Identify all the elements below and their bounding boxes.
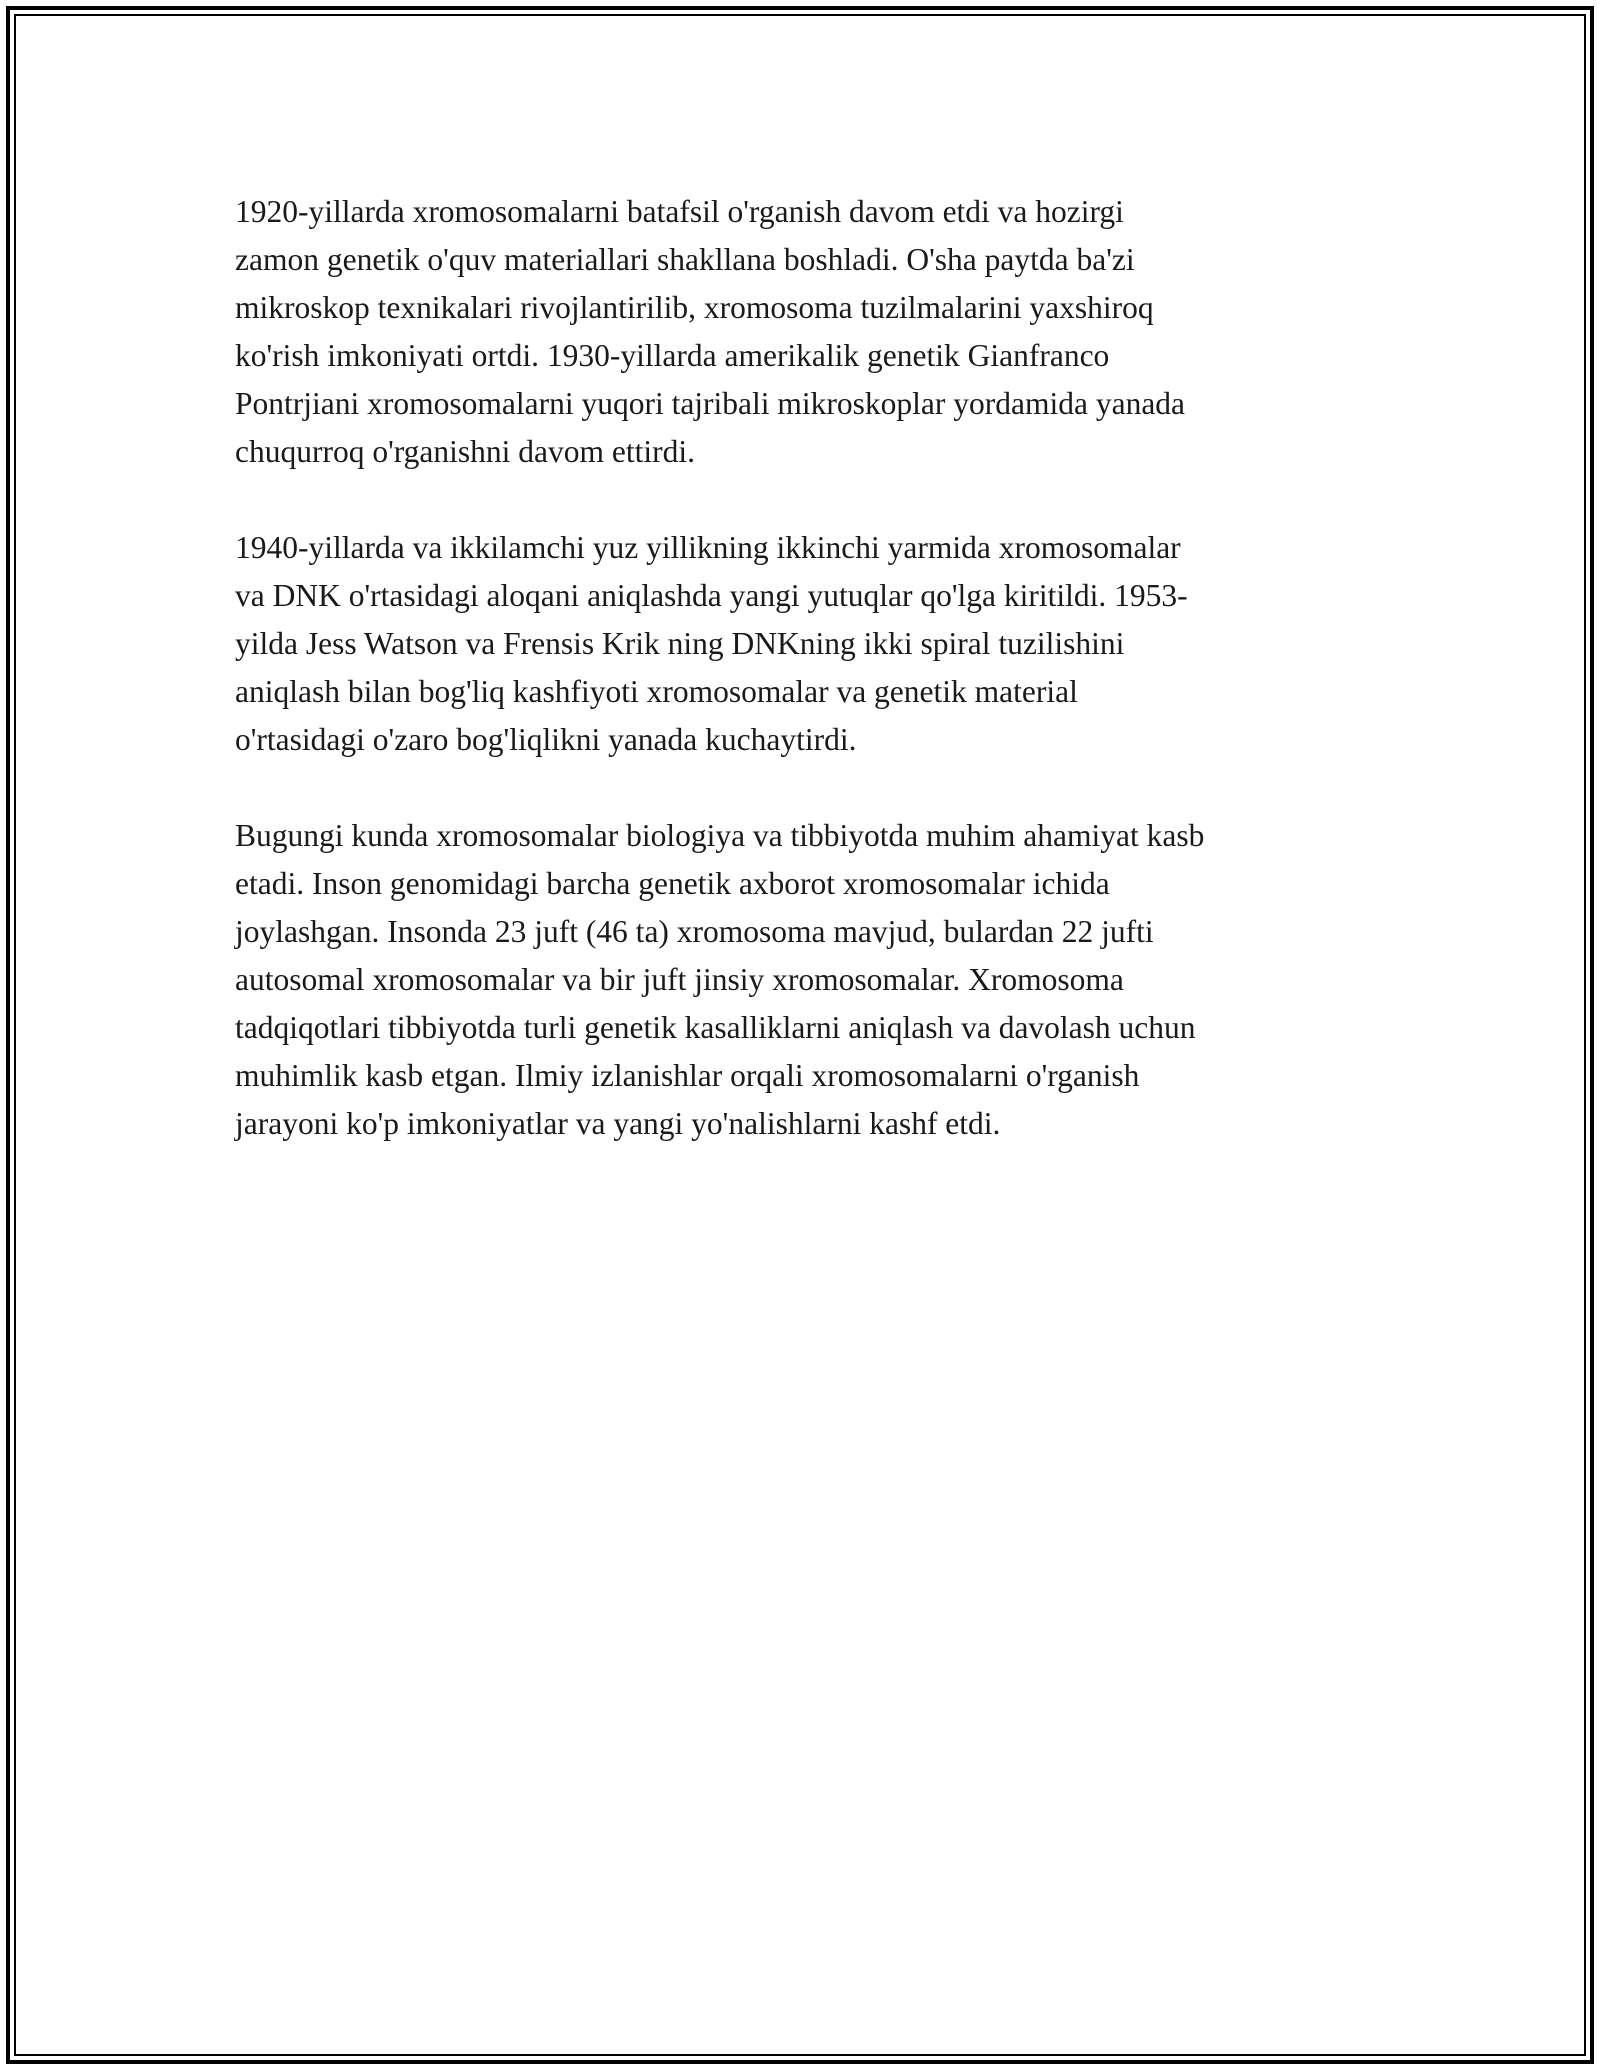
- paragraph-1: 1920-yillarda xromosomalarni batafsil o'rganish davom etdi va hozirgi zamon genetik o'quv materiallari shakllana boshladi. O'sha paytda ba'zi mikroskop texnikalari rivojlantirilib, xromosoma tuzilmalarini yaxshiroq ko'rish imkoniyati ortdi. 1930-yillarda amerikalik genetik Gianfranco Pontrjiani xromosomalarni yuqori tajribali mikroskoplar yordamida yanada chuqurroq o'rganishni davom ettirdi.: [235, 194, 1186, 469]
- paragraph-3: Bugungi kunda xromosomalar biologiya va tibbiyotda muhim ahamiyat kasb etadi. Inson genomidagi barcha genetik axborot xromosomalar ichida joylashgan. Insonda 23 juft (46 ta) xromosoma mavjud, bulardan 22 jufti autosomal xromosomalar va bir juft jinsiy xromosomalar. Xromosoma tadqiqotlari tibbiyotda turli genetik kasalliklarni aniqlash va davolash uchun muhimlik kasb etgan. Ilmiy izlanishlar orqali xromosomalarni o'rganish jarayoni ko'p imkoniyatlar va yangi yo'nalishlarni kashf etdi.: [235, 818, 1205, 1141]
- paragraph-2: 1940-yillarda va ikkilamchi yuz yillikning ikkinchi yarmida xromosomalar va DNK o'rtasidagi aloqani aniqlashda yangi yutuqlar qo'lga kiritildi. 1953- yilda Jess Watson va Frensis Krik ning DNKning ikki spiral tuzilishini aniqlash bilan bog'liq kashfiyoti xromosomalar va genetik material o'rtasidagi o'zaro bog'liqlikni yanada kuchaytirdi.: [235, 530, 1188, 757]
- document-body: [235, 188, 1375, 1196]
